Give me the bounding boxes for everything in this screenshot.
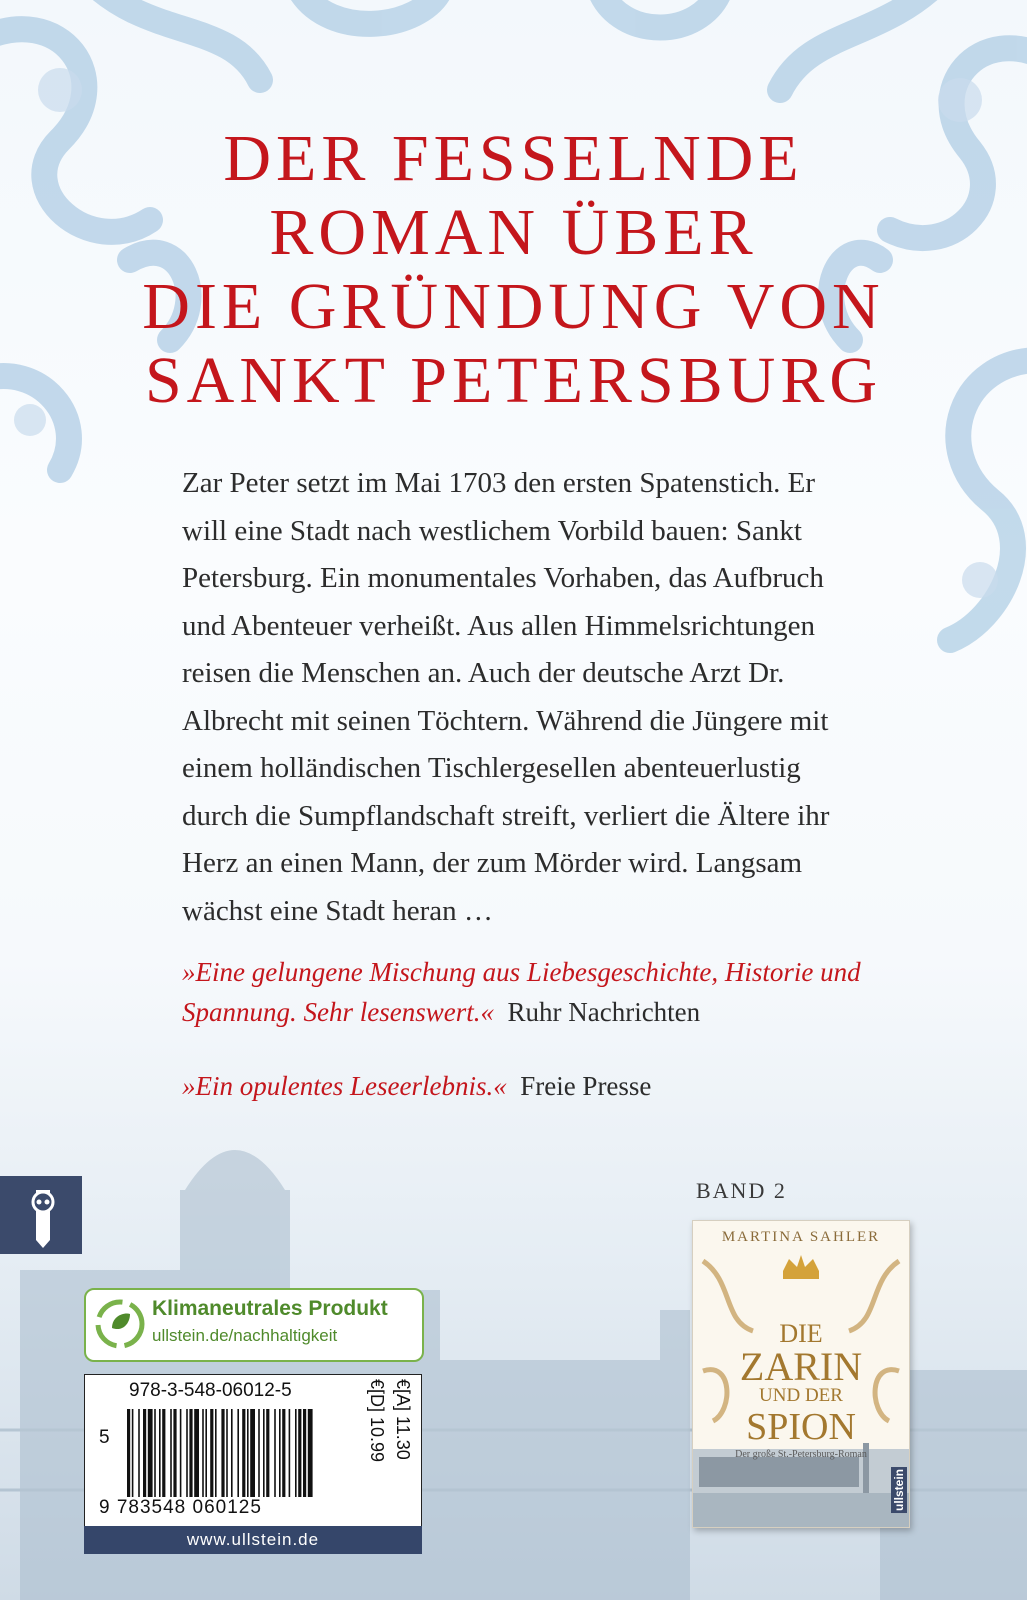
quote-source: Freie Presse bbox=[520, 1071, 652, 1101]
quote-text: »Eine gelungene Mischung aus Liebesgeschichte, Historie und Spannung. Sehr lesenswert.« bbox=[182, 957, 861, 1027]
synopsis-text bbox=[182, 460, 854, 935]
barcode-bar bbox=[189, 1409, 192, 1497]
barcode-bar bbox=[170, 1409, 172, 1497]
barcode-bar bbox=[303, 1409, 306, 1497]
barcode-bar bbox=[308, 1409, 313, 1497]
barcode-bar bbox=[295, 1409, 297, 1497]
series-book-cover bbox=[692, 1220, 910, 1528]
ullstein-owl-logo bbox=[0, 1176, 82, 1254]
series-book-imprint: ullstein bbox=[892, 1469, 906, 1512]
barcode-block bbox=[84, 1374, 422, 1528]
barcode-bar bbox=[231, 1409, 233, 1497]
barcode-bar bbox=[154, 1409, 156, 1497]
barcode-bar bbox=[221, 1409, 224, 1497]
barcode-bar bbox=[138, 1409, 140, 1497]
barcode-bar bbox=[173, 1409, 176, 1497]
climate-badge-title: Klimaneutrales Produkt bbox=[152, 1297, 388, 1320]
barcode-bar bbox=[162, 1409, 165, 1497]
barcode-bar bbox=[274, 1409, 276, 1497]
barcode-bar bbox=[266, 1409, 269, 1497]
barcode-bar bbox=[159, 1409, 161, 1497]
publisher-website[interactable]: www.ullstein.de bbox=[84, 1526, 422, 1554]
barcode-bar bbox=[127, 1409, 130, 1497]
recycle-leaf-icon bbox=[94, 1298, 146, 1350]
barcode-bar bbox=[282, 1409, 285, 1497]
barcode-bar bbox=[263, 1409, 265, 1497]
owl-icon bbox=[0, 1176, 82, 1254]
barcode-bar bbox=[210, 1409, 213, 1497]
barcode-bar bbox=[205, 1409, 207, 1497]
review-quote-2 bbox=[182, 1066, 882, 1106]
barcode-bar bbox=[180, 1409, 182, 1497]
series-book-title-3: UND DER bbox=[759, 1385, 843, 1406]
series-book-subtitle: Der große St.-Petersburg-Roman bbox=[735, 1449, 867, 1460]
headline-line-3: DIE GRÜNDUNG VON bbox=[142, 270, 885, 343]
headline-line-2: ROMAN ÜBER bbox=[269, 196, 758, 269]
quote-text: »Ein opulentes Leseerlebnis.« bbox=[182, 1071, 507, 1101]
series-book-author: MARTINA SAHLER bbox=[721, 1229, 881, 1245]
barcode-bar bbox=[242, 1409, 245, 1497]
review-quote-1 bbox=[182, 952, 882, 1032]
synopsis-paragraph: Zar Peter setzt im Mai 1703 den ersten Spatenstich. Er will eine Stadt nach westlichem Vorbild bauen: Sankt Petersburg. Ein monumentales Vorhaben, das Aufbruch und Abenteuer verheißt. Aus allen Himmelsrichtungen reisen die Menschen an. Auch der deutsche Arzt Dr. Albrecht mit seinen Töchtern. Während die Jüngere mit einem holländischen Tischlergesellen abenteuerlustig durch die Sumpflandschaft streift, verliert die Ältere ihr Herz an einen Mann, der zum Mörder wird. Langsam wächst eine Stadt heran … bbox=[182, 467, 830, 927]
series-band-label: BAND 2 bbox=[696, 1178, 787, 1203]
barcode-bar bbox=[247, 1409, 249, 1497]
quote-source: Ruhr Nachrichten bbox=[507, 997, 701, 1027]
barcode-bar bbox=[202, 1409, 204, 1497]
climate-neutral-badge bbox=[84, 1288, 424, 1362]
barcode-bar bbox=[194, 1409, 199, 1497]
climate-badge-url: ullstein.de/nachhaltigkeit bbox=[152, 1326, 338, 1345]
barcode-bar bbox=[226, 1409, 228, 1497]
barcode-bar bbox=[258, 1409, 260, 1497]
price-germany: €[D] 10.99 bbox=[367, 1379, 387, 1463]
series-book-title-4: SPION bbox=[746, 1406, 856, 1448]
series-book-title-2: ZARIN bbox=[739, 1344, 863, 1389]
barcode-bar bbox=[298, 1409, 301, 1497]
barcode-bar bbox=[237, 1409, 239, 1497]
isbn-number: 978-3-548-06012-5 bbox=[129, 1380, 292, 1401]
barcode-bar bbox=[289, 1409, 291, 1497]
headline-line-4: SANKT PETERSBURG bbox=[144, 344, 883, 417]
price-austria: €[A] 11.30 bbox=[393, 1379, 413, 1460]
barcode-bar bbox=[215, 1409, 217, 1497]
barcode-bar bbox=[148, 1409, 153, 1497]
barcode-bar bbox=[279, 1409, 281, 1497]
barcode-bar bbox=[132, 1409, 134, 1497]
headline-line-1: DER FESSELNDE bbox=[223, 122, 804, 195]
barcode-bar bbox=[143, 1409, 146, 1497]
series-book-title-1: DIE bbox=[779, 1319, 823, 1348]
barcode-bar bbox=[186, 1409, 188, 1497]
barcode-lead-digit: 5 bbox=[99, 1427, 110, 1448]
barcode-digits: 9 783548 060125 bbox=[99, 1497, 262, 1518]
barcode-bars bbox=[127, 1409, 353, 1497]
barcode-bar bbox=[250, 1409, 255, 1497]
